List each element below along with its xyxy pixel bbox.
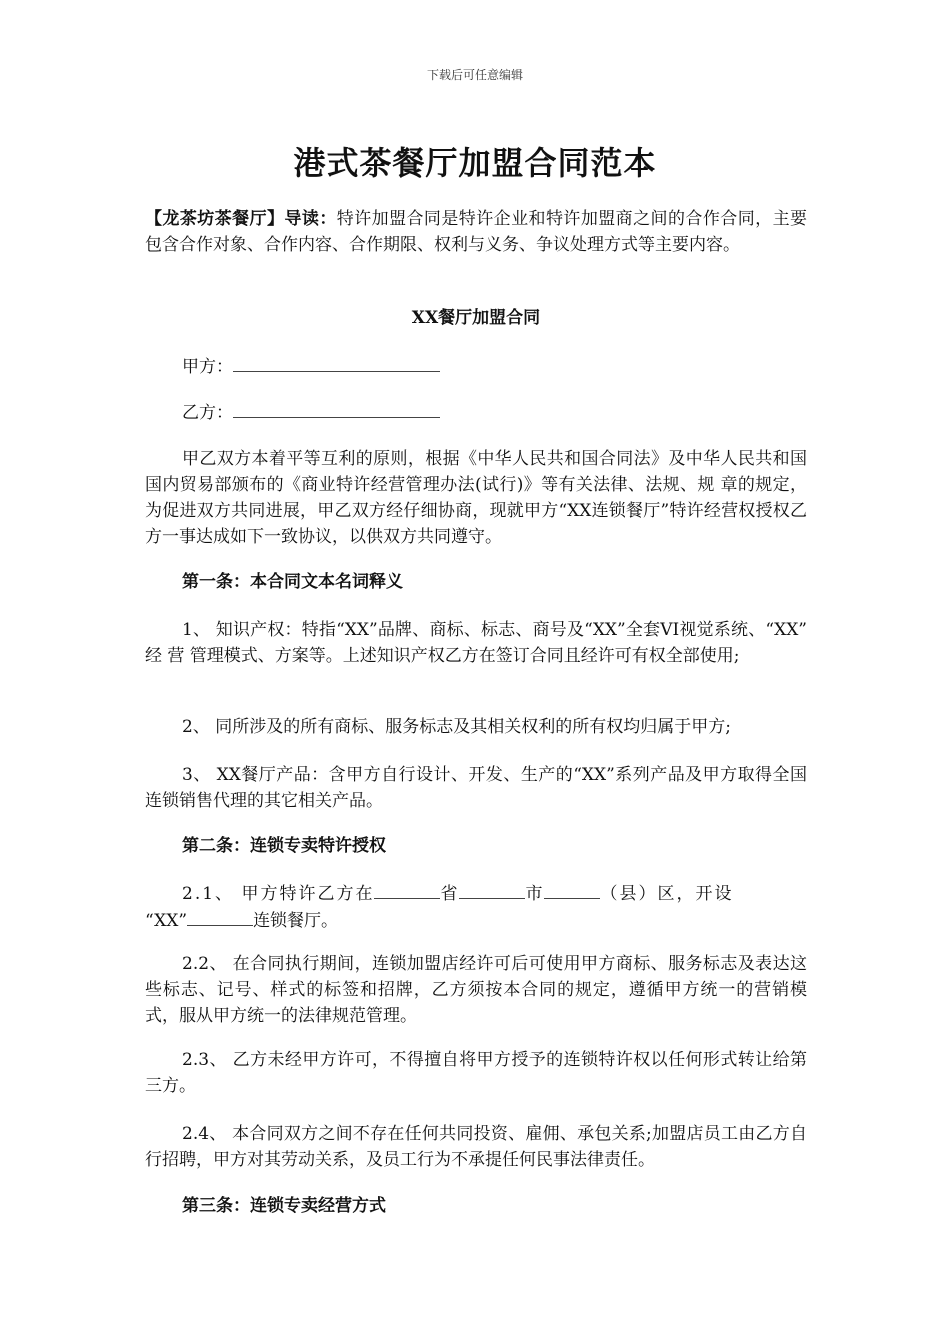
city-blank	[459, 880, 525, 899]
item-2-1-line2-prefix: “XX”	[145, 911, 188, 931]
intro-text: 特许加盟合同是特许企业和特许加盟商之间的合作合同，主要包含合作对象、合作内容、合作期限、权利与义务、争议处理方式等主要内容。	[145, 209, 808, 255]
party-b-line	[145, 399, 807, 426]
article3-heading: 第三条：连锁专卖经营方式	[182, 1196, 386, 1216]
article1-item-1: 1、 知识产权：特指“XX”品牌、商标、标志、商号及“XX”全套VI视觉系统、“XX” 经 营 管理模式、方案等。上述知识产权乙方在签订合同且经许可有权全部使用;	[145, 620, 807, 666]
contract-title: XX餐厅加盟合同	[411, 308, 541, 328]
intro-tag: 【龙茶坊茶餐厅】导读：	[145, 209, 337, 229]
item-2-1-prefix: 2.1、 甲方特许乙方在	[182, 884, 375, 904]
article2-item-2-2: 2.2、 在合同执行期间，连锁加盟店经许可后可使用甲方商标、服务标志及表达这些标志、记号、样式的标签和招牌，乙方须按本合同的规定，遵循甲方统一的营销模式，服从甲方统一的法律规范管理。	[145, 954, 807, 1026]
item-2-1-line2-suffix: 连锁餐厅。	[253, 911, 339, 931]
store-name-blank	[187, 907, 253, 926]
item-2-1-line1	[145, 880, 807, 907]
item-2-1-line2	[145, 907, 807, 934]
county-blank	[544, 880, 600, 899]
article2-item-2-3: 2.3、 乙方未经甲方许可，不得擅自将甲方授予的连锁特许权以任何形式转让给第三方。	[145, 1050, 807, 1096]
party-b-label: 乙方：	[182, 403, 233, 423]
article1-item-3: 3、 XX餐厅产品：含甲方自行设计、开发、生产的“XX”系列产品及甲方取得全国连锁销售代理的其它相关产品。	[145, 765, 807, 811]
preamble-paragraph: 甲乙双方本着平等互利的原则，根据《中华人民共和国合同法》及中华人民共和国国内贸易部颁布的《商业特许经营管理办法(试行)》等有关法律、法规、规 章的规定，为促进双方共同进展，甲乙双方经仔细协商，现就甲方“XX连锁餐厅”特许经营权授权乙方一事达成如下一致协议，以供双方共同遵守。	[145, 449, 807, 547]
header-note: 下载后可任意编辑	[426, 68, 523, 82]
party-b-blank	[233, 399, 440, 418]
article1-heading: 第一条：本合同文本名词释义	[182, 572, 403, 592]
article1-item-2: 2、 同所涉及的所有商标、服务标志及其相关权利的所有权均归属于甲方;	[182, 717, 731, 737]
item-2-1-city: 市	[525, 884, 545, 904]
document-title: 港式茶餐厅加盟合同范本	[293, 144, 657, 182]
intro-paragraph	[145, 206, 807, 258]
article2-heading: 第二条：连锁专卖特许授权	[182, 836, 386, 856]
party-a-line	[145, 353, 807, 380]
article2-item-2-1	[145, 880, 807, 934]
item-2-1-county: （县）区，开设	[600, 884, 734, 904]
article2-item-2-4: 2.4、 本合同双方之间不存在任何共同投资、雇佣、承包关系;加盟店员工由乙方自行招聘，甲方对其劳动关系，及员工行为不承提任何民事法律责任。	[145, 1124, 807, 1170]
party-a-label: 甲方：	[182, 357, 233, 377]
item-2-1-prov: 省	[440, 884, 460, 904]
province-blank	[374, 880, 440, 899]
party-a-blank	[233, 353, 440, 372]
